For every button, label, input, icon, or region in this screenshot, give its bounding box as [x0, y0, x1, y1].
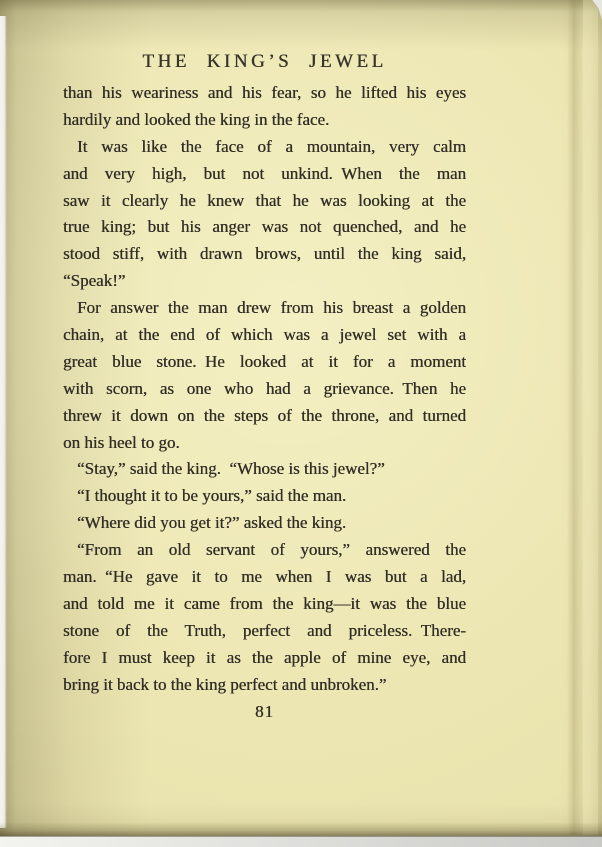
text-line: “Where did you get it?” asked the king.	[77, 513, 347, 533]
text-line: fore I must keep it as the apple of mine eye, and	[63, 647, 466, 667]
text-line: on his heel to go.	[63, 432, 180, 452]
text-line: man. “He gave it to me when I was but a lad,	[63, 567, 466, 587]
text-line: For answer the man drew from his breast a golden	[77, 298, 466, 318]
bottom-page-edge-shadow	[0, 822, 602, 837]
text-line: saw it clearly he knew that he was looking at the	[63, 190, 466, 210]
right-page-margin-strip	[583, 0, 598, 835]
page-header: THE KING’S JEWEL	[142, 51, 387, 72]
text-line: “Speak!”	[63, 271, 126, 291]
right-page-crease	[567, 0, 583, 835]
text-line: “I thought it to be yours,” said the man.	[77, 486, 347, 506]
text-line: and told me it came from the king—it was the blue	[63, 593, 466, 613]
text-line: “Stay,” said the king. “Whose is this jewel?”	[77, 459, 385, 479]
text-block	[63, 80, 466, 698]
text-line: with scorn, as one who had a grievance. Then he	[63, 378, 466, 398]
page-number: 81	[255, 702, 274, 721]
text-line: stood stiff, with drawn brows, until the king said,	[63, 244, 466, 264]
text-line: and very high, but not unkind. When the man	[63, 163, 466, 183]
text-line: It was like the face of a mountain, very calm	[77, 136, 466, 156]
text-line: “From an old servant of yours,” answered the	[77, 540, 466, 560]
scan-backing-strip	[0, 836, 602, 847]
text-line: stone of the Truth, perfect and priceless. There-	[63, 620, 466, 640]
text-line: hardily and looked the king in the face.	[63, 109, 330, 129]
text-line: threw it down on the steps of the throne, and turned	[63, 405, 466, 425]
text-line: chain, at the end of which was a jewel set with a	[63, 325, 466, 345]
text-line: than his weariness and his fear, so he lifted his eyes	[63, 83, 466, 102]
text-line: great blue stone. He looked at it for a moment	[63, 351, 466, 371]
text-line: bring it back to the king perfect and unbroken.”	[63, 674, 387, 694]
left-paper-edge	[0, 16, 7, 828]
text-line: true king; but his anger was not quenched, and he	[63, 217, 466, 237]
